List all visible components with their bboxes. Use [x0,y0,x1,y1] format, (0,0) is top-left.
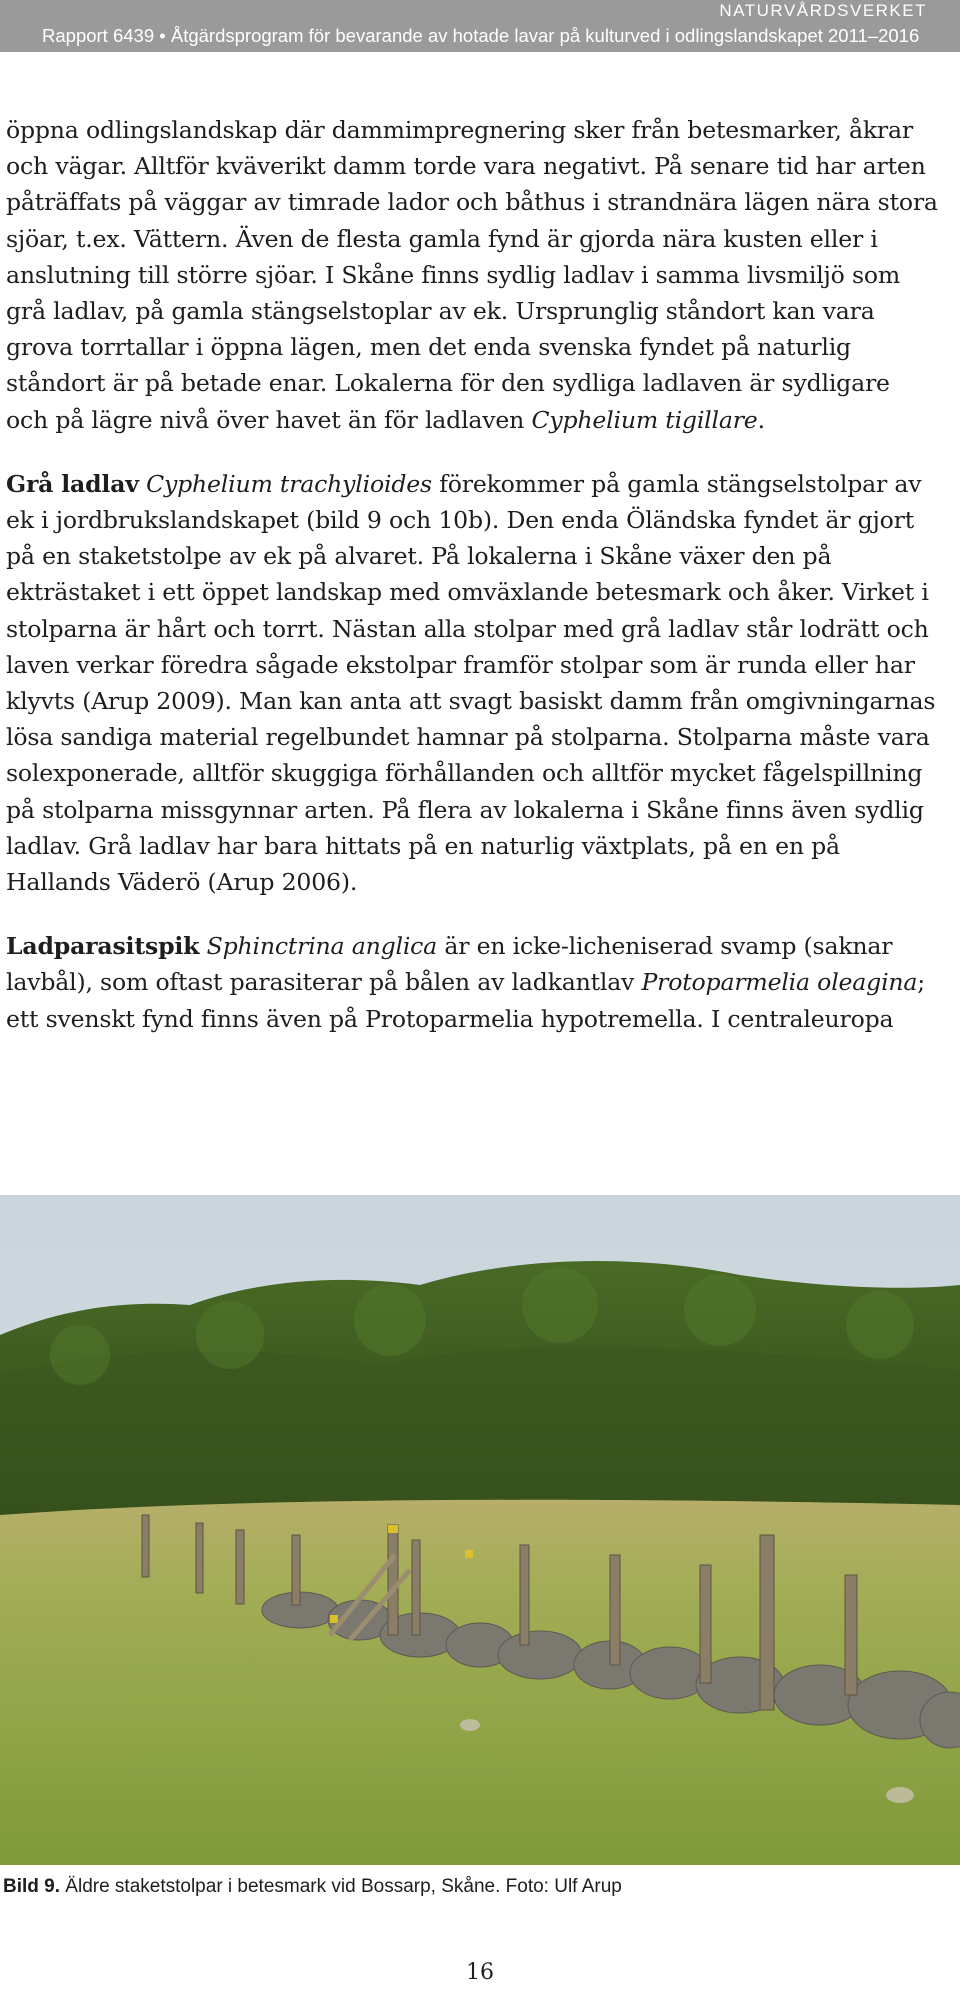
report-header [0,0,960,52]
publisher-name: NATURVÅRDSVERKET [719,1,927,20]
figure-caption [3,1876,622,1898]
photo-illustration [0,1195,960,1865]
paragraph [6,928,938,1037]
body-text [6,112,938,1037]
text-run: öppna odlingslandskap där dammimpregnering sker från betesmarker, åkrar och vägar. Alltför kväverikt damm torde vara negativt. På senare tid har arten påträffats på väggar av timrade lador och båthus i strandnära lägen nära stora sjöar, t.ex. Vättern. Även de flesta gamla fynd är gjorda nära kusten eller i anslutning till större sjöar. I Skåne finns sydlig ladlav i samma livsmiljö som grå ladlav, på gamla stängselstoplar av ek. Ursprunglig ståndort kan vara grova torrtallar i öppna lägen, men det enda svenska fyndet på naturlig ståndort är på betade enar. Lokalerna för den sydliga ladlaven är sydligare och på lägre nivå över havet än för ladlaven [6,116,938,434]
text-run: . [757,405,765,434]
report-title: Rapport 6439 • Åtgärdsprogram för bevarande av hotade lavar på kulturved i odlingslandskapet 2011–2016 [42,25,920,46]
species-name-bold: Grå ladlav [6,469,139,498]
text-run [139,470,146,498]
page-number: 16 [466,1960,494,1985]
latin-name: Sphinctrina anglica [206,932,438,961]
text-run: förekommer på gamla stängselstolpar av ek i jordbrukslandskapet (bild 9 och 10b). Den enda Öländska fyndet är gjort på en staketstolpe av ek på alvaret. På lokalerna i Skåne växer den på ekträstaket i ett öppet landskap med omväxlande betesmark och åker. Virket i stolparna är hårt och torrt. Nästan alla stolpar med grå ladlav står lodrätt och laven verkar föredra sågade ekstolpar framför stolpar som är runda eller har klyvts (Arup 2009). Man kan anta att svagt basiskt damm från omgivningarnas lösa sandiga material regelbundet hamnar på stolparna. Stolparna måste vara solexponerade, alltför skuggiga förhållanden och alltför mycket fågelspillning på stolparna missgynnar arten. På flera av lokalerna i Skåne finns även sydlig ladlav. Grå ladlav har bara hittats på en naturlig växtplats, på en en på Hallands Väderö (Arup 2006). [6,469,936,897]
paragraph [6,466,938,900]
paragraph [6,112,938,438]
landscape-photo [0,1195,960,1865]
latin-name: Cyphelium trachylioides [146,469,432,498]
text-run [199,932,206,960]
text-run: är en icke-licheniserad svamp (saknar lavbål), som oftast parasiterar på bålen av ladkantlav [6,932,893,997]
latin-name: Protoparmelia oleagina [641,968,918,997]
text-run: ; ett svenskt fynd finns även på Protoparmelia hypotremella. I centraleuropa [6,968,926,1033]
species-name-bold: Ladparasitspik [6,932,200,961]
latin-name: Cyphelium tigillare [531,405,758,434]
figure-label: Bild 9. [3,1876,61,1897]
figure-caption-text: Äldre staketstolpar i betesmark vid Bossarp, Skåne. Foto: Ulf Arup [60,1876,622,1897]
